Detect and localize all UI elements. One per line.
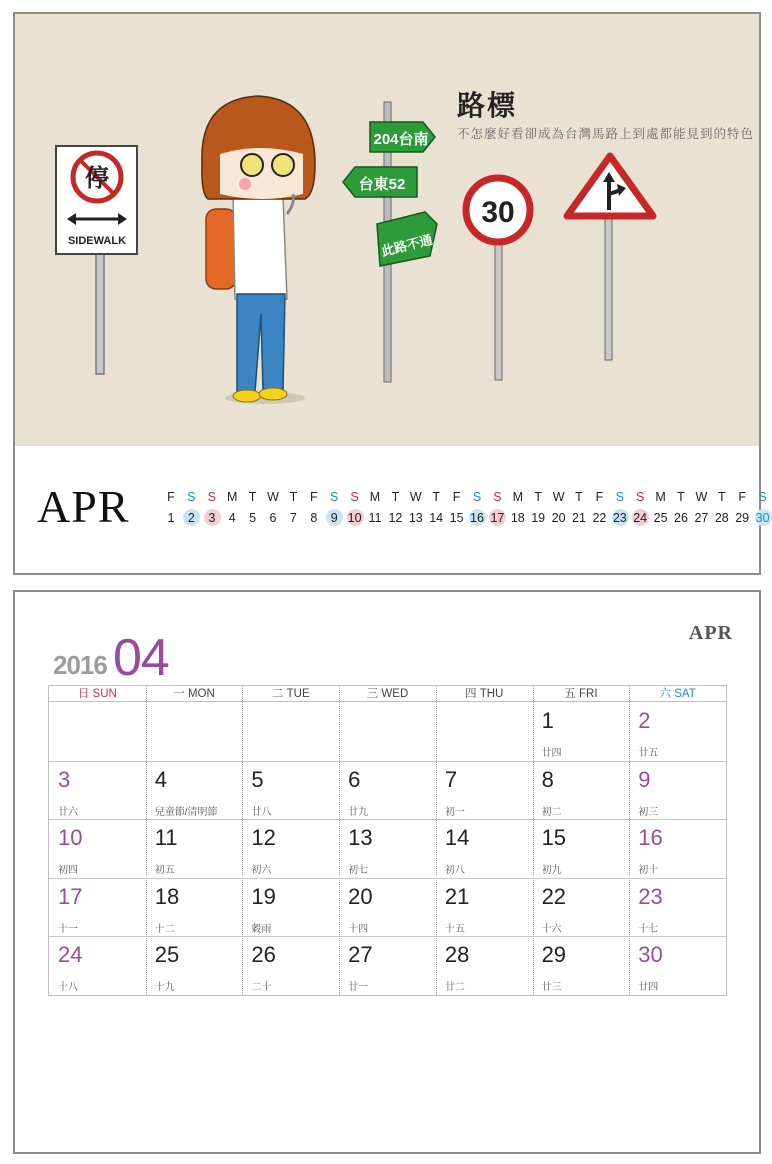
day-cell	[242, 761, 339, 820]
day-cell	[436, 761, 533, 820]
weekday-header: 六 SAT	[629, 686, 726, 702]
day-number: 2	[638, 708, 651, 733]
weekday-header: 四 THU	[436, 686, 533, 702]
lunar-date: 廿二	[444, 982, 465, 994]
strip-date: 22	[592, 511, 607, 525]
strip-weekday: W	[552, 490, 565, 504]
day-number: 4	[154, 766, 167, 792]
day-cell	[533, 761, 630, 820]
sidewalk-sign	[56, 146, 137, 374]
strip-weekday: M	[226, 490, 238, 504]
strip-date: 1	[167, 511, 175, 525]
strip-weekday: M	[655, 490, 666, 504]
strip-weekday: T	[391, 490, 400, 504]
lunar-date: 廿五	[638, 748, 659, 759]
day-number: 6	[348, 766, 361, 792]
day-number: 9	[638, 766, 651, 792]
day-cell	[629, 936, 726, 995]
lunar-date: 初八	[444, 865, 465, 877]
day-number: 26	[251, 942, 276, 968]
strip-weekday: W	[695, 490, 708, 504]
strip-date: 8	[310, 511, 318, 525]
strip-date: 6	[269, 511, 277, 525]
lunar-date: 廿八	[251, 806, 272, 818]
strip-date: 28	[714, 511, 729, 525]
day-cell	[436, 936, 533, 995]
strip-date: 15	[449, 511, 464, 525]
top-calendar-card	[13, 12, 770, 575]
strip-date: 29	[735, 511, 750, 525]
strip-month-label: APR	[37, 481, 130, 532]
weekday-header: 五 FRI	[533, 686, 630, 702]
lunar-date: 十二	[154, 923, 175, 935]
strip-weekday: F	[738, 490, 746, 504]
strip-date: 24	[630, 509, 650, 527]
lunar-date: 廿一	[348, 982, 369, 994]
lunar-date: 廿六	[58, 806, 78, 818]
strip-weekday: S	[472, 490, 482, 504]
lunar-date: 初七	[348, 865, 369, 877]
day-cell	[436, 819, 533, 878]
day-number: 21	[444, 883, 470, 909]
monthly-calendar-card	[13, 590, 761, 1154]
lunar-date: 廿四	[638, 982, 659, 994]
strip-weekday: T	[432, 490, 440, 504]
day-cell	[146, 761, 243, 820]
day-number: 29	[541, 942, 567, 968]
day-cell	[533, 819, 630, 878]
day-number: 16	[638, 825, 663, 851]
street-signs-illustration	[15, 14, 759, 446]
day-number: 5	[251, 766, 264, 792]
lunar-date: 初十	[638, 865, 659, 877]
month-strip	[15, 446, 770, 573]
strip-weekday: F	[595, 490, 604, 504]
strip-weekday: T	[575, 490, 583, 504]
strip-date: 12	[388, 511, 403, 525]
lunar-date: 穀雨	[251, 923, 272, 935]
day-number: 11	[154, 825, 178, 851]
illustration	[15, 14, 759, 446]
strip-date: 30	[753, 509, 772, 527]
strip-weekday: S	[350, 490, 359, 504]
girl-character	[202, 96, 315, 404]
day-number: 19	[251, 883, 276, 909]
strip-weekday: W	[409, 490, 422, 504]
strip-date: 10	[345, 509, 365, 527]
day-cell	[533, 936, 630, 995]
day-cell	[436, 878, 533, 937]
strip-weekday: S	[758, 490, 767, 504]
lunar-date: 十八	[58, 982, 78, 994]
lunar-date: 十一	[58, 923, 78, 935]
day-cell	[339, 936, 436, 995]
day-cell	[629, 702, 726, 761]
day-cell	[533, 878, 630, 937]
day-number: 7	[444, 766, 458, 792]
strip-date: 17	[487, 509, 507, 527]
sidewalk-label: SIDEWALK	[67, 235, 127, 247]
day-number: 1	[541, 708, 554, 733]
lunar-date: 十九	[154, 982, 175, 994]
strip-date: 13	[408, 511, 423, 525]
calendar-month-abbr: APR	[688, 622, 733, 644]
day-number: 30	[638, 942, 663, 968]
strip-date: 3	[202, 509, 222, 527]
lunar-date: 廿三	[541, 982, 562, 994]
day-number: 25	[154, 942, 180, 968]
day-cell	[629, 878, 726, 937]
strip-date: 23	[610, 509, 630, 527]
illustration-title: 路標	[457, 89, 518, 122]
strip-date: 25	[653, 511, 668, 525]
day-cell	[629, 761, 726, 820]
strip-weekday: T	[248, 490, 257, 504]
lunar-date: 初五	[154, 865, 175, 877]
lunar-date: 初九	[541, 865, 562, 877]
day-number: 20	[348, 883, 373, 909]
calendar-month-number: 04	[113, 629, 169, 687]
day-cell	[339, 878, 436, 937]
stop-char: 停	[85, 165, 109, 192]
day-cell	[242, 878, 339, 937]
strip-date: 20	[551, 511, 566, 525]
lunar-date: 二十	[251, 982, 272, 994]
strip-weekday: T	[677, 490, 685, 504]
strip-weekday: S	[636, 490, 645, 504]
day-number: 18	[154, 883, 180, 909]
day-cell	[146, 819, 243, 878]
strip-date: 14	[429, 511, 444, 525]
illustration-subtitle: 不怎麼好看卻成為台灣馬路上到處都能見到的特色	[457, 126, 755, 141]
sign-204: 204台南	[373, 131, 429, 148]
day-cell	[242, 819, 339, 878]
weekday-header: 二 TUE	[242, 686, 339, 702]
strip-date: 18	[510, 511, 525, 525]
strip-weekday: S	[207, 490, 216, 504]
lunar-date: 十七	[638, 923, 659, 935]
day-number: 13	[348, 825, 373, 851]
strip-date: 9	[324, 509, 344, 527]
lunar-date: 十六	[541, 923, 562, 935]
strip-date: 16	[467, 509, 487, 527]
strip-weekday: M	[369, 490, 381, 504]
day-number: 12	[251, 825, 276, 851]
strip-weekday: S	[615, 490, 624, 504]
weekday-header: 三 WED	[339, 686, 436, 702]
day-cell	[49, 761, 146, 820]
day-number: 28	[444, 942, 470, 968]
day-cell	[339, 819, 436, 878]
speed-limit-sign	[466, 178, 530, 380]
strip-weekday: F	[309, 490, 318, 504]
day-number: 27	[348, 942, 373, 968]
strip-date: 26	[674, 511, 688, 525]
strip-date: 7	[289, 511, 297, 525]
lunar-date: 兒童節/清明節	[154, 806, 218, 818]
lunar-date: 初一	[444, 806, 465, 818]
strip-date: 11	[368, 511, 382, 525]
day-cell	[146, 878, 243, 937]
strip-weekday: F	[167, 490, 175, 504]
day-number: 23	[638, 883, 663, 909]
day-number: 24	[58, 942, 83, 968]
day-cell	[533, 702, 630, 761]
strip-date: 21	[572, 511, 586, 525]
strip-date: 5	[249, 511, 257, 525]
weekday-header: 一 MON	[146, 686, 243, 702]
day-number: 10	[58, 825, 83, 851]
strip-weekday: F	[452, 490, 461, 504]
day-cell	[629, 819, 726, 878]
calendar-grid	[48, 685, 727, 996]
calendar-year: 2016	[53, 650, 107, 680]
weekday-header: 日 SUN	[49, 686, 146, 702]
strip-weekday: S	[187, 490, 196, 504]
lunar-date: 初三	[638, 806, 659, 818]
day-cell	[146, 936, 243, 995]
strip-weekday: T	[534, 490, 542, 504]
day-cell	[49, 819, 146, 878]
strip-weekday: W	[267, 490, 279, 504]
day-number: 22	[541, 883, 567, 909]
day-number: 17	[58, 883, 83, 909]
sign-noway: 此路不通	[379, 231, 434, 260]
day-cell	[49, 878, 146, 937]
day-cell	[339, 761, 436, 820]
lunar-date: 十五	[444, 923, 465, 935]
day-number: 3	[58, 766, 71, 792]
strip-weekday: S	[330, 490, 339, 504]
strip-date: 19	[531, 511, 546, 525]
strip-weekday: S	[493, 490, 502, 504]
lunar-date: 十四	[348, 923, 369, 935]
direction-signpost	[343, 102, 437, 382]
strip-weekday: T	[289, 490, 298, 504]
strip-date: 4	[228, 511, 236, 525]
lunar-date: 廿九	[348, 806, 369, 818]
day-cell	[242, 936, 339, 995]
day-cell	[49, 936, 146, 995]
strip-weekday: T	[717, 490, 726, 504]
strip-date: 27	[694, 511, 709, 525]
lunar-date: 初四	[58, 865, 78, 877]
day-number: 15	[541, 825, 567, 851]
junction-warning-sign	[567, 156, 653, 360]
day-number: 14	[444, 825, 470, 851]
strip-weekday: M	[512, 490, 523, 504]
lunar-date: 初六	[251, 865, 272, 877]
speed-value: 30	[481, 196, 515, 229]
lunar-date: 廿四	[541, 748, 562, 759]
strip-date: 2	[181, 509, 201, 527]
lunar-date: 初二	[541, 806, 562, 818]
day-number: 8	[541, 766, 554, 792]
sign-52: 台東52	[358, 176, 406, 193]
